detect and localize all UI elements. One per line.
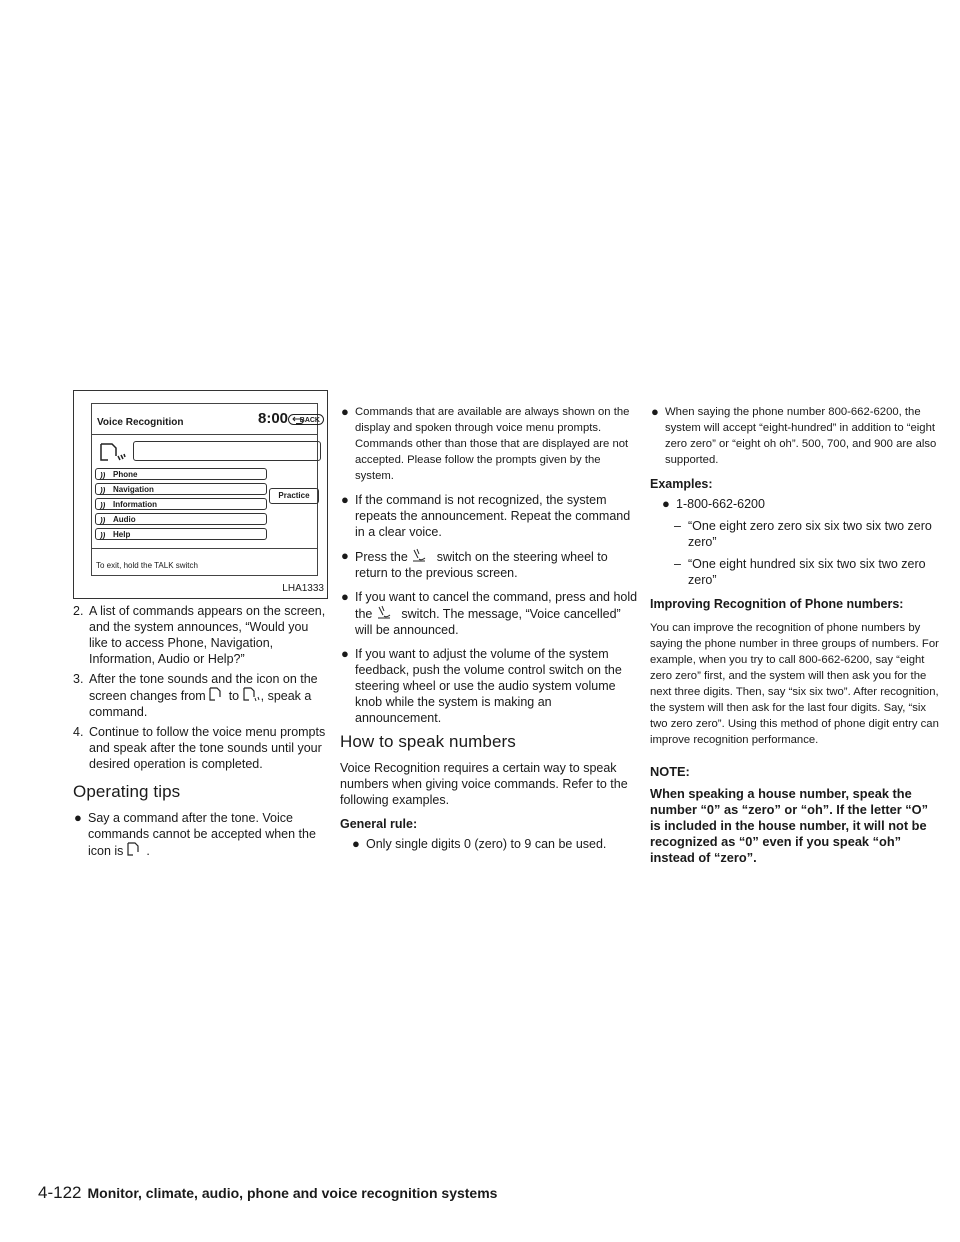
step-4 [73,724,330,772]
note-label: NOTE: [650,764,690,779]
tip-text: switch on the steering wheel to return to the previous screen. [355,550,608,580]
example-dash [650,556,940,588]
header-divider [92,434,317,435]
dash-marker: – [674,519,681,533]
speak-icon [127,842,143,858]
step-text: A list of commands appears on the screen, and the system announces, “Would you like to access Phone, Navigation, Information, Audio or Help?” [89,604,326,666]
rule-bullet [650,404,940,468]
menu-item-label: Help [113,530,131,539]
bullet-icon: ● [662,496,670,511]
screen-title: Voice Recognition [97,417,184,428]
rule-text: Only single digits 0 (zero) to 9 can be used. [366,837,607,851]
step-3 [73,671,330,720]
bullet-icon: ● [341,404,349,419]
examples-label: Examples: [650,477,713,491]
improving-label: Improving Recognition of Phone numbers: [650,597,904,611]
step-number: 3. [73,672,84,686]
bullet-icon: ● [341,646,349,661]
bullet-icon: ● [341,548,349,563]
menu-item-help[interactable] [95,528,267,540]
voice-command-icon: )) [100,531,106,540]
speak-listening-icon [243,687,261,703]
screen-clock: 8:00 [258,410,289,427]
numbers-intro: Voice Recognition requires a certain way to speak numbers when giving voice commands. Refer to the following examples. [340,761,628,807]
voice-recognition-screen-figure [73,390,328,599]
step-text: Continue to follow the voice menu prompts and speak after the tone sounds until your desired operation is completed. [89,725,326,771]
talk-switch-icon [411,548,433,564]
tip-text: Press the [355,550,408,564]
column-1 [73,390,330,867]
menu-item-label: Audio [113,515,136,524]
page-number: 4-122 [38,1183,82,1202]
step-number: 4. [73,725,84,739]
back-arrow-icon [292,416,304,424]
speak-icon [209,687,225,703]
example-number: 1-800-662-6200 [676,497,765,511]
menu-item-label: Navigation [113,485,154,494]
column-2 [340,404,640,860]
bullet-icon: ● [341,589,349,604]
section-heading-operating-tips: Operating tips [73,782,181,801]
bullet-icon: ● [74,810,82,825]
tip-text: If the command is not recognized, the system repeats the announcement. Repeat the command in a clear voice. [355,493,631,539]
section-heading-how-to-speak-numbers: How to speak numbers [340,732,516,751]
bullet-icon: ● [341,492,349,507]
tip-text: If you want to cancel the command, press and hold the [355,590,638,621]
screen-footer-text: To exit, hold the TALK switch [96,561,198,570]
improving-text: You can improve the recognition of phone numbers by saying the phone number in three groups of numbers. For example, when you try to call 800-662-6200, say “eight zero zero” first, and the system will then ask you for the next three digits. Then, say “six six two”. After recognition, the system will then ask for the last four digits. Say, “six two zero zero”. Using this method of phone digit entry can improve recognition performance. [650,622,939,746]
example-dash [650,518,940,550]
column-3 [650,404,940,866]
footer-divider [92,548,317,549]
chapter-title: Monitor, climate, audio, phone and voice recognition systems [87,1185,498,1201]
menu-item-label: Information [113,500,157,509]
menu-item-phone[interactable] [95,468,267,480]
tip-bullet [340,589,640,638]
tip-text: If you want to adjust the volume of the system feedback, push the volume control switch on the steering wheel or use the audio system volume knob while the system is making an announcement. [355,647,622,725]
display-screen [91,403,318,576]
tip-bullet [340,646,640,726]
tip-text: switch. The message, “Voice cancelled” will be announced. [355,607,621,637]
note-text: When speaking a house number, speak the number “0” as “zero” or “oh”. If the letter “O” is included in the house number, it will not be recognized as “0” even if you speak “oh” instead of “zero”. [650,786,929,865]
back-label: BACK [299,417,320,424]
tip-text: . [146,844,150,858]
dash-marker: – [674,557,681,571]
menu-item-label: Phone [113,470,138,479]
voice-command-icon: )) [100,486,106,495]
example-bullet [650,496,940,512]
bullet-icon: ● [651,404,659,419]
tip-text: Commands that are available are always shown on the display and spoken through voice menu prompts. Commands other than those that are displayed are not accepted. Please follow the prompts given by the system. [355,406,630,482]
voice-command-icon: )) [100,516,106,525]
tip-bullet [340,404,640,484]
voice-command-icon: )) [100,471,106,480]
menu-item-navigation[interactable] [95,483,267,495]
page-footer [38,1183,497,1203]
example-text: “One eight zero zero six six two six two zero zero” [688,519,932,549]
tip-bullet [340,548,640,581]
step-number: 2. [73,604,84,618]
figure-id: LHA1333 [281,581,325,597]
general-rule-label: General rule: [340,817,418,831]
menu-item-information[interactable] [95,498,267,510]
tip-text: Say a command after the tone. Voice commands cannot be accepted when the icon is [88,811,316,858]
rule-bullet [340,836,640,852]
step-text: to [228,689,240,703]
back-button[interactable] [288,414,324,425]
step-2 [73,603,330,667]
talk-switch-icon [376,605,398,621]
example-text: “One eight hundred six six two six two zero zero” [688,557,926,587]
tip-bullet [73,810,330,859]
menu-item-audio[interactable] [95,513,267,525]
voice-command-icon: )) [100,501,106,510]
tip-bullet [340,492,640,540]
rule-text: When saying the phone number 800-662-6200, the system will accept “eight-hundred” in addition to “eight zero zero” or “eight oh oh”. 500, 700, and 900 are also supported. [665,406,937,466]
speak-icon [99,442,127,464]
practice-button[interactable]: Practice [269,488,319,504]
recognition-text-field [133,441,321,461]
bullet-icon: ● [352,836,360,851]
step-text: , speak a command. [89,689,312,719]
step-text: After the tone sounds and the icon on the screen changes from [89,672,318,703]
